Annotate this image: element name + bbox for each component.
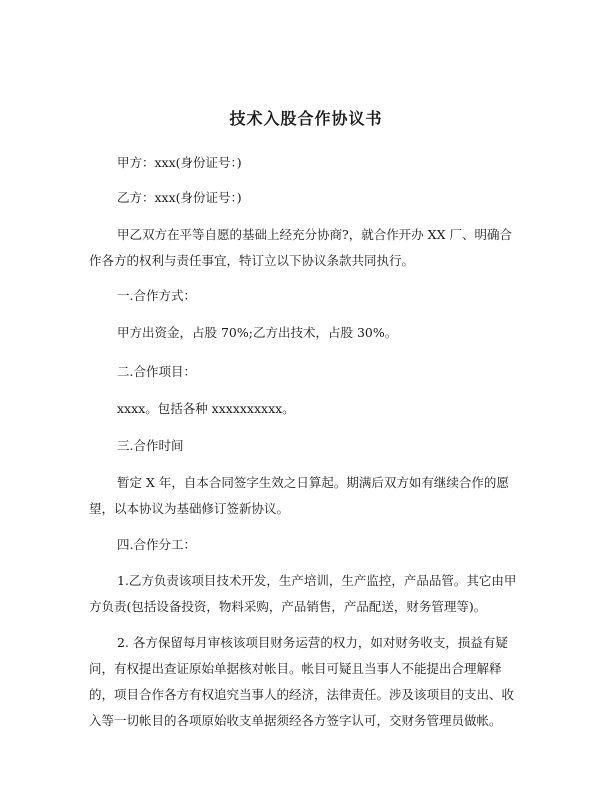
document-title: 技术入股合作协议书 bbox=[229, 109, 383, 128]
section-3-body: 暂定 X 年，自本合同签字生效之日算起。期满后双方如有继续合作的愿望，以本协议为基础修订签新协议。 bbox=[89, 475, 509, 516]
section-2-body: xxxx。包括各种 xxxxxxxxxx。 bbox=[117, 401, 295, 416]
section-4-item-2: 2. 各方保留每月审核该项目财务运营的权力，如对财务收支，损益有疑问，有权提出查证原始单据核对帐目。帐目可疑且当事人不能提出合理解释的，项目合作各方有权追究当事人的经济，法律责任。涉及该项目的支出、收入等一切帐目的各项原始收支单据须经各方签字认可，交财务管理员做帐。 bbox=[89, 635, 515, 728]
section-heading-2: 二.合作项目： bbox=[117, 364, 196, 379]
section-heading-3: 三.合作时间 bbox=[117, 438, 184, 453]
intro-paragraph: 甲乙双方在平等自愿的基础上经充分协商?，就合作开办 XX 厂、明确合作各方的权利与责任事宜，特订立以下协议条款共同执行。 bbox=[89, 227, 512, 268]
party-b-line: 乙方：xxx(身份证号：) bbox=[117, 190, 242, 205]
section-4-item-1: 1.乙方负责该项目技术开发，生产培训，生产监控，产品品管。其它由甲方负责(包括设备投资，物料采购，产品销售，产品配送，财务管理等)。 bbox=[89, 573, 517, 614]
section-heading-1: 一.合作方式： bbox=[117, 288, 196, 303]
section-heading-4: 四.合作分工： bbox=[117, 537, 196, 552]
section-1-body: 甲方出资金，占股 70%;乙方出技术，占股 30%。 bbox=[117, 325, 398, 340]
party-a-line: 甲方：xxx(身份证号：) bbox=[117, 155, 242, 170]
